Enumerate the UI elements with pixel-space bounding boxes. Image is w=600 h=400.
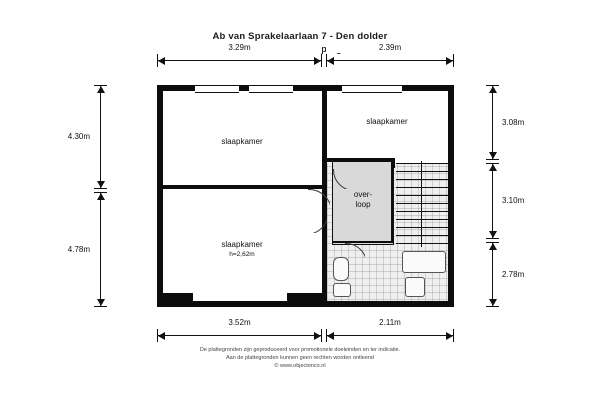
stair-tread <box>396 203 448 204</box>
dimension-line <box>100 192 101 307</box>
dimension-line <box>326 335 454 336</box>
room-height: h=2,62m <box>229 251 255 258</box>
room-label-bedroom-3 <box>187 240 297 260</box>
dimension-right-2 <box>484 163 525 239</box>
wall-stub-bottom-right <box>287 293 323 301</box>
dimension-arrow <box>314 332 321 340</box>
shower-fixture <box>405 277 425 297</box>
dimension-label: 3.29m <box>157 43 322 53</box>
dimension-top-2 <box>326 43 454 68</box>
dimension-bottom-1 <box>157 318 322 343</box>
dimension-arrow <box>489 86 497 93</box>
door-swing-bedroom-1 <box>308 189 330 211</box>
stair-tread <box>396 211 448 212</box>
dimension-arrow <box>489 299 497 306</box>
dimension-arrow <box>97 86 105 93</box>
footer-disclaimer <box>0 346 600 370</box>
window-top-left-1 <box>195 85 239 93</box>
window-top-right <box>342 85 402 93</box>
dimension-arrow <box>97 299 105 306</box>
dimension-label: 3.10m <box>502 196 525 205</box>
stair-tread <box>396 187 448 188</box>
wall-landing-right <box>391 161 393 243</box>
dimension-arrow <box>158 57 165 65</box>
dimension-line <box>492 163 493 239</box>
dimension-label: 4.78m <box>67 244 90 254</box>
dimension-top-1 <box>157 43 322 68</box>
footer-line-1: De plattegronden zijn geproduceerd voor promotionele doeleinden en ter indicatie. <box>199 347 401 353</box>
room-label-overloop <box>337 190 389 210</box>
dimension-arrow <box>314 57 321 65</box>
dimension-label: 4.30m <box>67 132 90 141</box>
dimension-label: 2.11m <box>326 318 454 328</box>
dimension-arrow <box>327 332 334 340</box>
dimension-right-3 <box>484 242 525 307</box>
stair-tread <box>396 235 448 236</box>
dimension-arrow <box>327 57 334 65</box>
room-label-bedroom-2 <box>342 117 432 127</box>
stair-tread <box>396 219 448 220</box>
wall-exterior-bottom <box>157 301 454 307</box>
toilet-fixture <box>333 257 349 281</box>
stair-tread <box>396 243 448 244</box>
dimension-bottom-2 <box>326 318 454 343</box>
floorplan-drawing <box>157 85 454 307</box>
dimension-line <box>100 85 101 189</box>
stair-tread <box>396 163 448 164</box>
dimension-line <box>326 60 454 61</box>
dimension-arrow <box>158 332 165 340</box>
dimension-arrow <box>489 164 497 171</box>
dimension-arrow <box>446 57 453 65</box>
dimension-arrow <box>446 332 453 340</box>
door-swing-bedroom-2 <box>305 211 327 233</box>
footer-line-3: © www.objectenco.nl <box>274 363 326 369</box>
dimension-label: 3.08m <box>502 117 525 127</box>
door-arc <box>333 169 353 189</box>
wall-exterior-right <box>448 85 454 307</box>
dimension-line <box>492 85 493 160</box>
wall-stub-bottom-left <box>163 293 193 301</box>
dimension-left-1 <box>67 85 108 189</box>
dimension-arrow <box>489 231 497 238</box>
dimension-line <box>492 242 493 307</box>
dimension-label: 3.52m <box>157 318 322 328</box>
stair-tread <box>396 195 448 196</box>
dimension-left-2 <box>67 192 108 307</box>
room-name-continued: loop <box>355 200 371 209</box>
room-name: slaapkamer <box>221 137 263 146</box>
room-name: slaapkamer <box>221 240 263 249</box>
dimension-arrow <box>489 243 497 250</box>
wall-interior-horizontal-right <box>327 158 395 162</box>
bathtub-fixture <box>402 251 446 273</box>
wall-exterior-left <box>157 85 163 307</box>
staircase <box>396 161 448 247</box>
dimension-label: 2.78m <box>502 269 525 279</box>
dimension-line <box>157 335 322 336</box>
dimension-label: 2.39m <box>326 43 454 53</box>
dimension-line <box>157 60 322 61</box>
dimension-right-1 <box>484 85 525 160</box>
door-swing-landing <box>333 169 353 189</box>
window-top-left-2 <box>249 85 293 93</box>
dimension-arrow <box>97 181 105 188</box>
dimension-arrow <box>489 152 497 159</box>
footer-line-2: Aan de plattegronden kunnen geen rechten worden ontleend <box>225 355 374 361</box>
dimension-arrow <box>97 193 105 200</box>
stair-tread <box>396 227 448 228</box>
room-name: over- <box>353 190 373 199</box>
door-arc <box>308 189 330 211</box>
door-arc <box>305 211 327 233</box>
room-label-bedroom-1 <box>187 137 297 147</box>
stair-railing <box>421 161 422 247</box>
stair-tread <box>396 171 448 172</box>
room-name: slaapkamer <box>366 117 408 126</box>
stair-tread <box>396 179 448 180</box>
wall-interior-horizontal-left <box>157 185 327 189</box>
title-address: Ab van Sprakelaarlaan 7 - Den dolder <box>212 31 388 42</box>
sink-fixture <box>333 283 351 297</box>
